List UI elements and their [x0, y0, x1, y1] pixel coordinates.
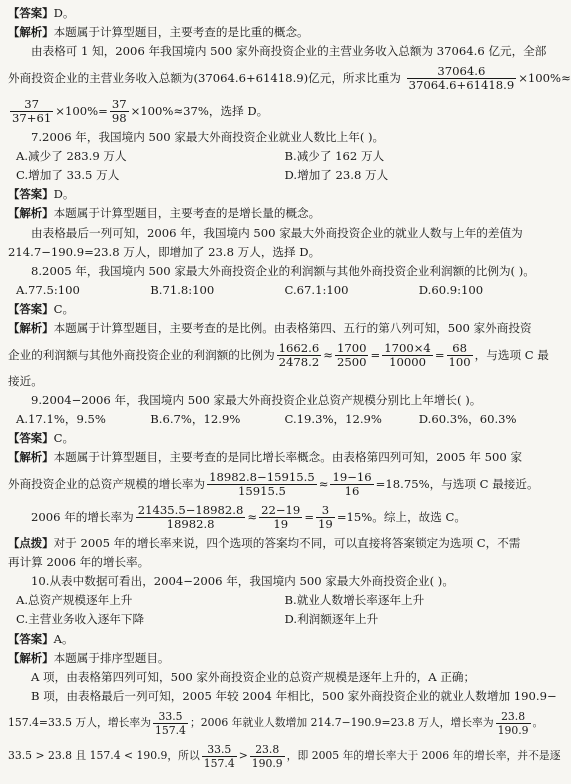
option-c: C.增加了 33.5 万人 [16, 167, 120, 182]
answer-tag: 【答案】 [8, 302, 54, 317]
fraction [316, 504, 335, 531]
answer-value: C。 [53, 431, 75, 446]
numerator: 19−16 [332, 470, 372, 485]
fraction [207, 471, 317, 498]
text: ，即 2005 年的增长率大于 2006 年的增长率，并不是逐 [286, 749, 561, 763]
fraction [10, 98, 53, 125]
text: ×100%≈ [518, 70, 571, 85]
operator: ≈ [318, 476, 329, 491]
analysis-10-line-1 [8, 649, 545, 668]
denominator: 16 [344, 484, 360, 499]
fraction [407, 65, 517, 92]
denominator: 15915.5 [237, 484, 286, 499]
text: 外商投资企业的主营业务收入总额为(37064.6+61418.9)亿元，所求比重为 [8, 70, 401, 85]
analysis-10-line-3: B 项，由表格最后一列可知，2005 年较 2004 年相比，500 家外商投资企业的就业人数增加 190.9− [31, 689, 557, 704]
point-9-line-1 [8, 534, 545, 553]
analysis-6-line-1 [8, 23, 545, 42]
text: 。 [532, 716, 544, 730]
answer-value: A。 [53, 631, 74, 646]
numerator: 22−19 [261, 503, 301, 518]
text: 2006 年的增长率为 [31, 509, 134, 524]
analysis-6-line-2: 由表格可 1 知，2006 年我国境内 500 家外商投资企业的主营业务收入总额为 37064.6 亿元，全部 [31, 44, 547, 59]
analysis-tag: 【解析】 [8, 450, 54, 465]
question-8: 8.2005 年，我国境内 500 家最大外商投资企业的利润额与其他外商投资企业利润额的比例为( )。 [31, 263, 535, 278]
analysis-8-line-1 [8, 319, 545, 338]
analysis-6-line-4 [8, 95, 545, 128]
option-a: A.减少了 283.9 万人 [16, 148, 127, 163]
numerator: 33.5 [202, 743, 237, 757]
denominator: 19 [318, 517, 333, 532]
question-10-options-row-1 [8, 591, 545, 610]
operator: ≈ [323, 347, 333, 362]
numerator: 68 [447, 342, 473, 356]
fraction [259, 504, 302, 531]
analysis-9-line-2 [8, 468, 545, 501]
analysis-text: 本题属于排序型题目。 [53, 650, 170, 665]
analysis-6-line-3 [8, 62, 571, 95]
point-9-line-2: 再计算 2006 年的增长率。 [8, 554, 150, 569]
answer-value: C。 [53, 302, 75, 317]
answer-tag: 【答案】 [8, 187, 54, 202]
text: ×100%= [55, 103, 108, 118]
answer-8 [8, 300, 545, 319]
question-7: 7.2006 年，我国境内 500 家最大外商投资企业就业人数比上年( )。 [31, 129, 385, 144]
text: =15%。综上，故选 C。 [336, 509, 467, 524]
denominator: 37+61 [12, 111, 52, 126]
fraction [496, 710, 531, 737]
operator: = [434, 347, 445, 362]
analysis-text: 本题属于计算型题目，主要考查的是比重的概念。 [53, 25, 309, 40]
analysis-text: 本题属于计算型题目，主要考查的是增长量的概念。 [53, 206, 321, 221]
analysis-9-line-3 [8, 501, 545, 534]
analysis-tag: 【解析】 [8, 321, 54, 336]
analysis-7-line-3: 214.7−190.9=23.8 万人，即增加了 23.8 万人，选择 D。 [8, 244, 321, 259]
option-c: C.19.3%，12.9% [284, 412, 382, 426]
point-text: 对于 2005 年的增长率来说，四个选项的答案均不同，可以直接将答案锁定为选项 C，不需 [53, 535, 521, 550]
fraction [153, 710, 188, 737]
point-tag: 【点拨】 [8, 535, 54, 550]
analysis-10-line-4 [8, 706, 545, 739]
numerator: 1700 [336, 341, 367, 356]
operator: > [238, 749, 248, 763]
option-d: D.60.3%，60.3% [418, 412, 517, 426]
question-8-options [8, 281, 545, 300]
answer-6 [8, 4, 545, 23]
question-10-options-row-2 [8, 610, 545, 629]
denominator: 18982.8 [166, 517, 215, 532]
analysis-text: 本题属于计算型题目，主要考查的是比例。由表格第四、五行的第八列可知，500 家外商投资 [53, 321, 532, 336]
denominator: 98 [111, 111, 127, 126]
option-a: A.77.5:100 [16, 283, 80, 298]
fraction [202, 743, 237, 770]
option-d: D.利润额逐年上升 [284, 612, 379, 627]
answer-tag: 【答案】 [8, 431, 54, 446]
question-7-options-row-1 [8, 147, 545, 166]
analysis-8-line-2 [8, 339, 549, 372]
numerator: 21435.5−18982.8 [137, 503, 244, 518]
question-7-options-row-2 [8, 166, 545, 185]
denominator: 2500 [336, 355, 367, 370]
answer-7 [8, 185, 545, 204]
answer-value: D。 [53, 187, 75, 202]
text: 企业的利润额与其他外商投资企业的利润额的比例为 [8, 347, 275, 362]
analysis-tag: 【解析】 [8, 650, 54, 665]
text: 外商投资企业的总资产规模的增长率为 [8, 476, 206, 491]
analysis-7-line-2: 由表格最后一列可知，2006 年，我国境内 500 家最大外商投资企业的就业人数与上年的差值为 [31, 225, 523, 240]
analysis-text: 本题属于计算型题目，主要考查的是同比增长率概念。由表格第四列可知，2005 年 500 家 [53, 450, 523, 465]
operator: ≈ [247, 509, 258, 524]
question-10: 10.从表中数据可看出，2004−2006 年，我国境内 500 家最大外商投资企业( )。 [31, 573, 454, 588]
answer-9 [8, 429, 545, 448]
denominator: 157.4 [155, 723, 186, 737]
fraction [136, 504, 246, 531]
question-9: 9.2004−2006 年，我国境内 500 家最大外商投资企业总资产规模分别比上年增长( )。 [31, 392, 482, 407]
option-d: D.60.9:100 [418, 283, 484, 298]
numerator: 33.5 [153, 710, 188, 724]
denominator: 157.4 [203, 756, 235, 770]
denominator: 100 [448, 355, 471, 370]
denominator: 190.9 [251, 756, 283, 770]
text: =18.75%，与选项 C 最接近。 [375, 476, 539, 491]
text: ，与选项 C 最 [474, 347, 549, 362]
numerator: 1662.6 [278, 341, 320, 356]
denominator: 2478.2 [278, 355, 320, 370]
numerator: 37 [10, 98, 53, 112]
option-c: C.主营业务收入逐年下降 [16, 612, 145, 627]
option-a: A.总资产规模逐年上升 [16, 593, 133, 608]
option-b: B.6.7%，12.9% [150, 412, 241, 426]
fraction [250, 743, 285, 770]
fraction [447, 342, 473, 369]
text: ×100%≈37%，选择 D。 [130, 103, 269, 118]
fraction [335, 342, 369, 369]
numerator: 1700×4 [384, 341, 431, 356]
text: ；2006 年就业人数增加 214.7−190.9=23.8 万人，增长率为 [189, 716, 494, 730]
fraction [330, 471, 373, 498]
answer-10 [8, 630, 545, 649]
answer-value: D。 [53, 6, 75, 20]
option-a: A.17.1%，9.5% [16, 412, 106, 426]
analysis-tag: 【解析】 [8, 206, 54, 221]
analysis-10-line-5 [8, 739, 561, 772]
analysis-10-line-2: A 项，由表格第四列可知，500 家外商投资企业的总资产规模是逐年上升的，A 正确； [31, 669, 476, 684]
denominator: 10000 [389, 355, 426, 370]
numerator: 18982.8−15915.5 [209, 470, 315, 485]
numerator: 3 [316, 504, 335, 518]
option-b: B.就业人数增长率逐年上升 [284, 593, 425, 608]
option-b: B.71.8:100 [150, 283, 215, 298]
operator: = [304, 509, 315, 524]
analysis-8-line-3: 接近。 [8, 373, 43, 388]
numerator: 23.8 [496, 710, 531, 724]
answer-tag: 【答案】 [8, 6, 54, 20]
option-d: D.增加了 23.8 万人 [284, 167, 389, 182]
answer-tag: 【答案】 [8, 631, 54, 646]
numerator: 23.8 [250, 743, 285, 757]
fraction [277, 342, 322, 369]
denominator: 19 [273, 517, 289, 532]
analysis-tag: 【解析】 [8, 25, 54, 40]
denominator: 37064.6+61418.9 [408, 78, 515, 93]
text: 33.5 > 23.8 且 157.4 < 190.9，所以 [8, 749, 200, 763]
denominator: 190.9 [497, 723, 529, 737]
fraction [382, 342, 433, 369]
numerator: 37 [111, 97, 127, 112]
text: 157.4=33.5 万人，增长率为 [8, 716, 152, 730]
question-9-options [8, 410, 545, 429]
analysis-9-line-1 [8, 448, 545, 467]
operator: = [370, 347, 381, 362]
option-b: B.减少了 162 万人 [284, 148, 385, 163]
analysis-7-line-1 [8, 204, 545, 223]
fraction [110, 98, 129, 125]
numerator: 37064.6 [407, 65, 517, 79]
option-c: C.67.1:100 [284, 283, 349, 298]
